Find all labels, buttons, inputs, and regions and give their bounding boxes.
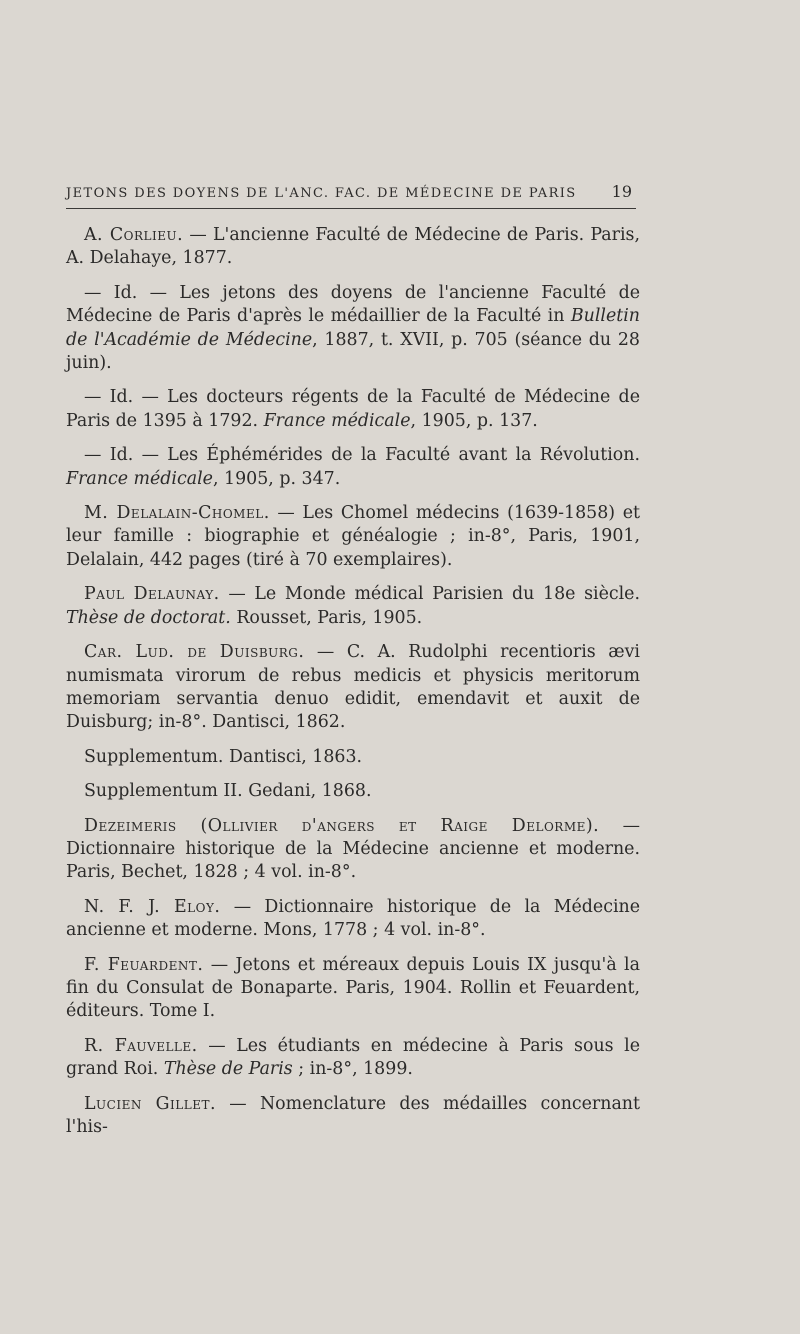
bibliography-entry <box>66 583 640 630</box>
bibliography-entry <box>66 386 640 433</box>
bibliography-list <box>66 224 640 1150</box>
entry-text: — Id. — Les Éphémérides de la Faculté avant la Révolution. <box>84 445 640 466</box>
entry-text: — Jetons et méreaux depuis Louis IX jusqu'à la fin du Consulat de Bonaparte. Paris, 1904. Rollin et Feuardent, éditeurs. Tome I. <box>66 954 640 1022</box>
entry-rest: , 1887, t. XVII, p. 705 (séance du 28 juin). <box>66 329 640 374</box>
entry-text: — Dictionnaire historique de la Médecine ancienne et moderne. Mons, 1778 ; 4 vol. in-8°. <box>66 896 641 941</box>
bibliography-entry <box>66 780 640 803</box>
entry-journal: France médicale <box>263 410 411 431</box>
entry-journal: Bulletin de l'Académie de Médecine <box>66 306 640 350</box>
entry-text: — Les Chomel médecins (1639-1858) et leur famille : biographie et généalogie ; in-8°, Paris, 1901, Delalain, 442 pages (tiré à 70 exemplaires). <box>66 503 640 570</box>
bibliography-entry <box>66 282 640 376</box>
entry-journal: Thèse de Paris <box>163 1059 293 1080</box>
bibliography-entry <box>66 1035 640 1082</box>
entry-text: — Nomenclature des médailles concernant l'his- <box>66 1093 640 1137</box>
entry-author: N. F. J. Eloy. <box>84 896 221 917</box>
entry-rest: ; in-8°, 1899. <box>292 1059 413 1080</box>
bibliography-entry <box>66 224 640 271</box>
entry-text: — Id. — Les docteurs régents de la Faculté de Médecine de Paris de 1395 à 1792. <box>66 387 640 431</box>
bibliography-entry <box>66 641 640 735</box>
entry-text: — L'ancienne Faculté de Médecine de Paris. Paris, A. Delahaye, 1877. <box>66 225 641 269</box>
entry-journal: France médicale <box>66 468 213 489</box>
entry-author: F. Feuardent. <box>84 954 204 975</box>
header-rule <box>66 208 636 209</box>
bibliography-entry <box>66 444 640 491</box>
entry-author: Car. Lud. de Duisburg. <box>84 642 305 663</box>
entry-journal: Thèse de doctorat. <box>66 607 231 628</box>
entry-rest: , 1905, p. 137. <box>410 410 538 431</box>
entry-author: A. Corlieu. <box>84 225 184 245</box>
entry-text: — Dictionnaire historique de la Médecine ancienne et moderne. Paris, Bechet, 1828 ; 4 vol. in-8°. <box>66 815 640 883</box>
entry-author: Lucien Gillet. <box>84 1093 216 1114</box>
bibliography-entry <box>66 746 640 769</box>
page-number: 19 <box>611 182 632 201</box>
entry-author: R. Fauvelle. <box>84 1035 198 1056</box>
entry-text: — C. A. Rudolphi recentioris ævi numismata virorum de rebus medicis et physicis meritorum memoriam servantia denuo edidit, emendavit et auxit de Duisburg; in-8°. Dantisci, 1862. <box>66 642 640 733</box>
bibliography-entry <box>66 896 640 943</box>
running-title: JETONS DES DOYENS DE L'ANC. FAC. DE MÉDECINE DE PARIS <box>66 186 577 201</box>
entry-author: Dezeimeris (Ollivier d'angers et Raige Delorme). <box>84 815 600 836</box>
bibliography-entry <box>66 954 640 1024</box>
entry-text: Supplementum. Dantisci, 1863. <box>84 746 363 767</box>
page-header <box>66 176 636 208</box>
entry-rest: Rousset, Paris, 1905. <box>230 607 423 628</box>
entry-author: Paul Delaunay. <box>84 584 220 605</box>
entry-rest: , 1905, p. 347. <box>212 468 341 489</box>
bibliography-entry <box>66 1093 640 1140</box>
entry-text: — Le Monde médical Parisien du 18e siècle. <box>219 584 640 605</box>
entry-text: Supplementum II. Gedani, 1868. <box>84 781 372 802</box>
bibliography-entry <box>66 502 640 572</box>
entry-author: M. Delalain-Chomel. <box>84 503 270 524</box>
entry-text: — Les étudiants en médecine à Paris sous le grand Roi. <box>66 1035 640 1080</box>
bibliography-entry <box>66 815 640 885</box>
entry-text: — Id. — Les jetons des doyens de l'ancienne Faculté de Médecine de Paris d'après le médaillier de la Faculté in <box>66 282 640 327</box>
